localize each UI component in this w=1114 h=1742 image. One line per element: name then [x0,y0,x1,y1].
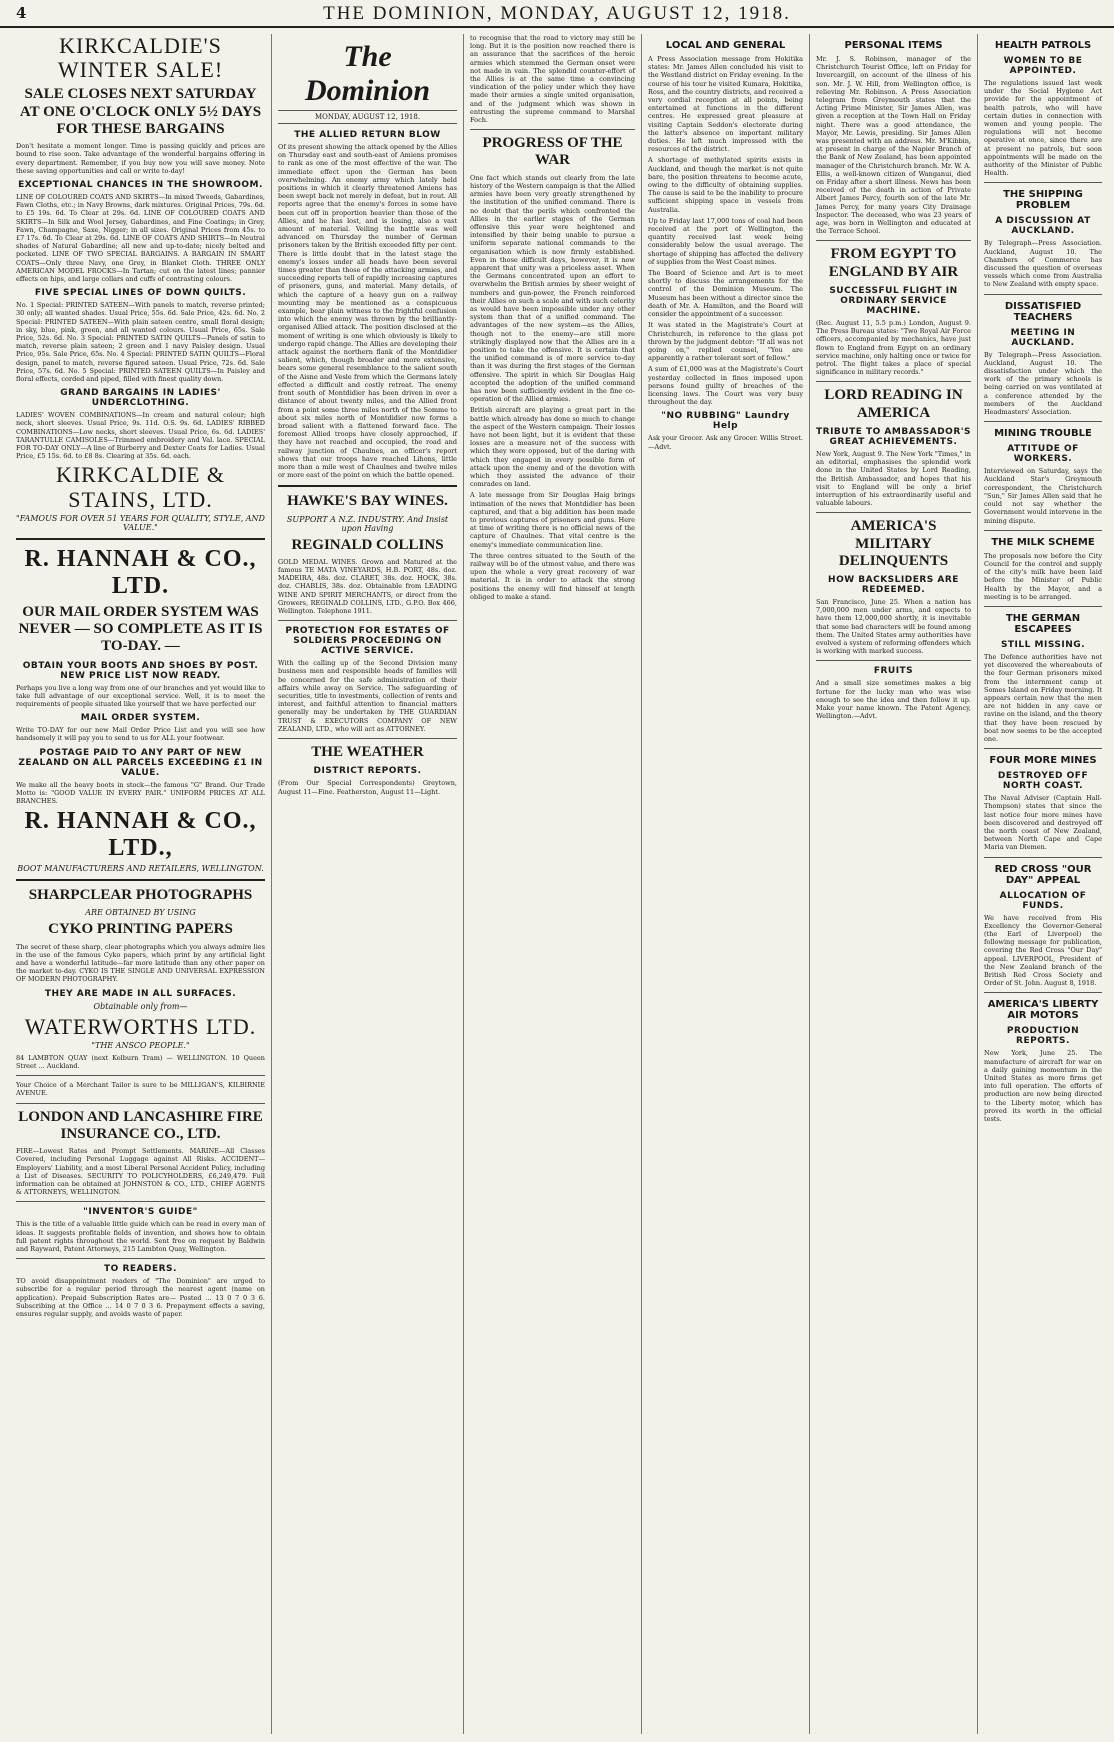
kirkcaldie-quilts-head: FIVE SPECIAL LINES OF DOWN QUILTS. [34,288,247,299]
german-escapees-head: THE GERMAN ESCAPEES [1005,612,1081,635]
hannah-ad-subhead: OUR MAIL ORDER SYSTEM WAS NEVER — SO COMPLETE AS IT IS TO-DAY. — [18,603,263,655]
hannah-location: BOOT MANUFACTURERS AND RETAILERS, WELLINGTON. [17,864,264,874]
health-patrols-head: HEALTH PATROLS [994,40,1092,51]
cyko-surfaces: THEY ARE MADE IN ALL SURFACES. [44,988,237,999]
wine-ad-head: HAWKE'S BAY WINES. [287,493,448,510]
kirkcaldie-showroom-head: EXCEPTIONAL CHANCES IN THE SHOWROOM. [18,179,263,190]
military-delinquents-head: AMERICA'S MILITARY DELINQUENTS [838,518,949,569]
page-number: 4 [16,4,27,22]
teachers-head: DISSATISFIED TEACHERS [1004,300,1082,323]
lord-reading-head: LORD READING IN AMERICA [824,387,963,421]
wine-ad-body: GOLD MEDAL WINES. Grown and Matured at the famous TE MATA VINEYARDS, H.B. PORT, 48s. doz. MADEIRA, 48s. doz. CLARET, 38s. doz. HOCK, 38s. doz. CHABLIS, 38s. doz. Obtainable from LEADING WINE AND SPIRIT MERCHANTS, or direct from the Growers, REGINALD COLLINS, LTD., G.P.O. Box 466, Wellington. Telephone 1911. [278,557,457,616]
hannah-ad-headline: R. HANNAH & CO., LTD. [24,545,257,599]
health-patrols-body: The regulations issued last week under the Social Hygiene Act provide for the appointment of health patrols, who will have certain duties in connection with women and young people. The regulations will not become operative at once, since there are at present no patrols, but soon appointments will be made on the authority of the Minister of Public Health. [984,79,1102,178]
to-readers-body: TO avoid disappointment readers of "The Dominion" are urged to subscribe for a regular period through the nearest agent (name on application). Prepaid Subscription Rates are— Posted ... 13 0 7 0 3 6. Subscribing at the Office ... 14 0 7 0 3 6. Prepayment effects a saving, ensures regular supply, and avoids waste of paper. [16,1277,265,1319]
newspaper-header: THE DOMINION, MONDAY, AUGUST 12, 1918. [323,3,791,24]
rule [16,1201,265,1202]
column-5 [810,34,978,1734]
weather-body: (From Our Special Correspondents) Greytown, August 11—Fine. Featherston, August 11—Light. [278,779,457,796]
to-readers-head: TO READERS. [104,1264,177,1275]
cyko-brand: CYKO PRINTING PAPERS [48,921,233,938]
local-item-6: A sum of £1,000 was at the Magistrate's Court yesterday collected in fines imposed upon persons found guilty of breaches of the licensing laws. The Court was very busy throughout the day. [648,365,803,407]
estates-ad-body: With the calling up of the Second Division many business men and responsible heads of families will be concerned for the safe administration of their affairs while away on Service. The safeguarding of securities, title to investments, collection of rents and interest, and faithful attention to financial matters generally may be undertaken by THE GUARDIAN TRUST & EXECUTORS COMPANY OF NEW ZEALAND, LTD., who will act as ATTORNEY. [278,659,457,733]
weather-head: THE WEATHER [311,744,424,761]
military-delinquents-body: San Francisco, June 25. When a nation has 7,000,000 men under arms, and expects to have them 12,000,000 shortly, it is inevitable that some bad characters will be found among them. The United States army authorities have evolved a system of reforming offenders which is working with marked success. [816,598,971,656]
mining-trouble-sub: ATTITUDE OF WORKERS. [1007,444,1079,465]
rule [984,857,1102,858]
mining-trouble-body: Interviewed on Saturday, says the Auckland Star's Greymouth correspondent, the Christchurch "Sun," Sir James Allen said that he could not say whether the Government would intervene in the mining dispute. [984,467,1102,525]
milk-scheme-head: THE MILK SCHEME [991,536,1095,548]
insurance-body: FIRE—Lowest Rates and Prompt Settlements. MARINE—All Classes Covered, including Personal Luggage against All Risks. ACCIDENT—Employers' Liability, and a most Liberal Personal Accident Policy, including a List of Diseases. SECURITY TO POLICYHOLDERS, £6,249,479. Full information can be obtained at JOHNSTON & CO., LTD., CHIEF AGENTS & ATTORNEYS, WELLINGTON. [16,1147,265,1197]
egypt-flight-sub: SUCCESSFUL FLIGHT IN ORDINARY SERVICE MACHINE. [829,285,958,316]
hannah-body: Perhaps you live a long way from one of our branches and yet would like to take full advantage of our exceptional service. Well, it is to meet the requirements of people situated like yourself that we have perfected our [16,683,265,708]
milligan-ad: Your Choice of a Merchant Tailor is sure to be MILLIGAN'S, KILBIRNIE AVENUE. [16,1081,265,1098]
military-delinquents-sub: HOW BACKSLIDERS ARE REDEEMED. [828,575,959,596]
local-item-2: A shortage of methylated spirits exists in Auckland, and though the market is not quite bare, the position threatens to become acute, owing to the difficulty of obtaining supplies. The cause is said to be the inability to procure sufficient shipping space in vessels from Australia. [648,156,803,214]
fruits-head: FRUITS [873,666,914,677]
red-cross-body: We have received from His Excellency the Governor-General (the Earl of Liverpool) the following message for publication, covering the Red Cross "Our Day" appeal. LIVERPOOL, President of the New Zealand branch of the British Red Cross Society and Order of St. John. August 8, 1918. [984,913,1102,988]
lord-reading-sub: TRIBUTE TO AMBASSADOR'S GREAT ACHIEVEMENTS. [816,426,971,447]
kirkcaldie-under-head: GRAND BARGAINS IN LADIES' UNDERCLOTHING. [60,388,221,409]
kirkcaldie-intro: Don't hesitate a moment longer. Time is passing quickly and prices are bound to rise soon. Take advantage of the wonderful bargains offering in every department. Remember, if you buy now you will save money. Note these saving opportunities and call or write to-day! [16,142,265,175]
rule [16,879,265,881]
four-mines-sub: DESTROYED OFF NORTH COAST. [997,771,1089,792]
rule [984,294,1102,295]
local-item-4: The Board of Science and Art is to meet shortly to discuss the arrangements for the control of the Dominion Museum. The Museum has been without a director since the death of Mr. A. Hamilton, and the Board will consider the appointment of a successor. [648,269,803,319]
cyko-obtainable: Obtainable only from— [93,1001,188,1011]
lord-reading-body: New York, August 9. The New York "Times," in an editorial, emphasises the splendid work done in the United States by Lord Reading, the British Ambassador, and hopes that his visit to England will be only a brief interruption of his extraordinarily useful and valuable labours. [816,449,971,508]
personal-items-body: Mr. J. S. Robinson, manager of the Christchurch Tourist Office, left on Friday for Invercargill, on account of the illness of his son. Mr. J. W. Hill, from Wellington office, is relieving Mr. Robinson. A Press Association telegram from Greymouth states that the Acting Prime Minister, Sir James Allen, was given a reception at the Town Hall on Friday night. There was a good attendance, the Mayor, Mr. Lewis, presiding. Sir James Allen was presented with an address. Mr. M'Kibbin, at present in charge of the Napier Branch of the Bank of New Zealand, has been appointed manager of the Christchurch branch. Mr. W. A. Ellis, a well-known citizen of Wanganui, died on Friday after a short illness. News has been received of the death in action of Private Albert James Percy, fourth son of the late Mr. James Percy, for many years City Drainage Inspector. The deceased, who was 23 years of age, was born in Wellington and educated at the Terrace School. [816,55,971,236]
local-item-1: A Press Association message from Hokitika states: Mr. James Allen concluded his visit to the Westland district on Friday evening. In the course of his tour he visited Kumara, Hokitika, Ross, and the country districts, and received a very cordial reception at all points, being entertained at functions in the different centres. He expressed great pleasure at visiting Captain Seddon's electorate during the latter's absence on important military duties. He left much impressed with the resources of the district. [648,55,803,154]
sharpclear-sub: ARE OBTAINED BY USING [85,908,196,918]
progress-of-war-body: One fact which stands out clearly from the late history of the Western campaign is that the Allied armies have been very greatly strengthened by the institution of the unified command. There is no doubt that the perils which confronted the Allies in the earlier stages of the German offensive this year were heightened and intensified by their being unable to pursue a uniform separate national commands to the organisation which is now firmly established. Even in those difficult days, however, it is now apparent that unity was a priceless asset. When the Germans concentrated upon an effort to overwhelm the British armies by sheer weight of numbers and gun-power, the French reinforced their Allies on such a scale and with such celerity as would have been impossible under any other system than that of a unified command. The advantages of the new system—as the Allies, though not to the enemy—are still more strikingly displayed now that the Allies are in a position to take the offensive. It is certain that the unified command is of more service to-day than it was during the first stages of the German offensive. The spirit in which Sir Douglas Haig accepted the adoption of the unified command has now been sufficiently evident in the fine co-operation of the Allied armies. [470,173,635,404]
wine-ad-brand: REGINALD COLLINS [291,536,444,553]
rule [816,660,971,661]
laundry-ad-body: Ask your Grocer. Ask any Grocer. Willis Street.—Advt. [648,434,803,451]
kirkcaldie-ad-subhead: SALE CLOSES NEXT SATURDAY AT ONE O'CLOCK ONLY 5½ DAYS FOR THESE BARGAINS [19,86,262,137]
inventors-guide-head: "INVENTOR'S GUIDE" [83,1207,198,1218]
column-3 [464,34,642,1734]
lead-article-continued: to recognise that the road to victory may still be long. But it is the position now reached there is an assurance that the sacrifices of the heroic armies which stemmed the German onset were not made in vain. The splendid counter-effort of the Allies is at the same time a convincing vindication of the policy under which they have made their armies a single united organisation, and of the judgment which was shown in entrusting the supreme command to Marshal Foch. [470,34,635,125]
hannah-postage: POSTAGE PAID TO ANY PART OF NEW ZEALAND ON ALL PARCELS EXCEEDING £1 IN VALUE. [18,747,263,778]
rule [984,530,1102,531]
lead-article-body: Of its present showing the attack opened by the Allies on Thursday east and south-east of Amiens promises to rank as one of the most effective of the war. The immediate effect upon the German has been overwhelming. An enemy army which lately held positions in which it clearly threatened Amiens has been swept back not merely in defeat, but in rout. All reports agree that the enemy's forces in some have been cut off in proportion heavier than those of the Allies, and he has lost, and is losing, also a vast amount of material. Veiling the battle was well advanced on Thursday the number of German prisoners taken by the British exceeded fifty per cent. There is little doubt that in the latest stage the enemy's losses under all heads have been several times greater than those of the attacking armies, and succeeding reports tell of rapidly increasing captures of prisoners, guns, and material. Many details, of which the capture of a heavy gun on a railway mounting may be mentioned as a conspicuous example, bear plain witness to the frightful confusion into which the enemy was thrown by the brilliantly-organised Allied attack. The position disclosed at the moment of writing is one which obviously is likely to undergo rapid change. The Allies are developing their attack against the northern flank of the Montdidier salient, which, though broader and more extensive, bears some general resemblance to the salient south of the Aisne and Vesle from which the Germans lately effected a difficult and costly retreat. The enemy front south of Montdidier has been driven in over a distance of about twenty miles, and the Allied front from a point some three miles north of the Somme to about six miles north of Montdidier now forms a broad salient with a flattened forward face. The foremost Allied troops have closely approached, if they have not reached and occupied, the road and railway junction of Chaulnes, an officer's report shows that our troops have reached Lihons, little more than a mile west of Chaulnes and twelve miles or more east of the point on which the battle opened. [278,143,457,480]
column-6 [978,34,1108,1734]
waterworths-address: 84 LAMBTON QUAY (next Kelburn Tram) — WELLINGTON. 10 Queen Street ... Auckland. [16,1053,265,1071]
four-mines-body: The Naval Adviser (Captain Hall-Thompson) states that since the last notice four more mines have been discovered and destroyed off the north coast of New Zealand, between North Cape and Cape Maria van Diemen. [984,794,1102,852]
hannah-obtain: OBTAIN YOUR BOOTS AND SHOES BY POST. NEW PRICE LIST NOW READY. [22,660,259,681]
column-4 [642,34,810,1734]
kirkcaldie-ad-headline: KIRKCALDIE'S WINTER SALE! [57,34,224,83]
hannah-body-3: We make all the heavy boots in stock—the famous "G" Brand. Our Trade Motto is: "GOOD VALUE IN EVERY PAIR." UNIFORM PRICES AT ALL BRANCHES. [16,780,265,805]
column-1 [10,34,272,1734]
column-2 [272,34,464,1734]
lead-article-head: THE ALLIED RETURN BLOW [294,130,441,140]
local-general-head: LOCAL AND GENERAL [665,40,786,51]
german-escapees-sub: STILL MISSING. [1000,639,1086,650]
insurance-headline: LONDON AND LANCASHIRE FIRE INSURANCE CO., LTD. [18,1108,263,1142]
kirkcaldie-tagline: "FAMOUS FOR OVER 51 YEARS FOR QUALITY, STYLE, AND VALUE." [16,513,265,532]
war-closing-body: The three centres situated to the South of the railway will be of the utmost value, and there was upon the whole a very great recovery of war material. It is in order to attack the strong positions the enemy will find himself at length obliged to make a stand. [470,551,635,601]
wine-ad-sub: SUPPORT A N.Z. INDUSTRY. And Insist upon Having [286,514,449,533]
paper-name: The Dominion [304,40,431,107]
mining-trouble-head: MINING TROUBLE [994,428,1092,440]
weather-sub: DISTRICT REPORTS. [313,766,422,777]
liberty-motors-sub: PRODUCTION REPORTS. [1006,1026,1080,1047]
rule [470,129,635,130]
german-escapees-body: The Defence authorities have not yet discovered the whereabouts of the four German prisoners mixed from the internment camp at Somes Island on Friday morning. It appears certain now that the men are not hidden in any cave or ravine on the island, and the theory that they have been rescued by boat now seems to be the accepted one. [984,652,1102,743]
personal-items-head: PERSONAL ITEMS [844,40,943,51]
laundry-ad-head: "NO RUBBING" Laundry Help [661,411,790,432]
cyko-body: The secret of these sharp, clear photographs which you always admire lies in the use of the famous Cyko papers, which print by any artificial light and have a wonderful latitude—far more latitude than any other paper on the market to-day. CYKO IS THE SINGLE AND UNIVERSAL EXPRESSION OF MODERN PHOTOGRAPHY. [16,942,265,984]
inventors-guide-body: This is the title of a valuable little guide which can be read in every man of ideas. It suggests profitable fields of invention, and shows how to obtain full patent rights throughout the world. Sent free on request by Baldwin and Rayward, Patent Attorneys, 215 Lambton Quay, Wellington. [16,1220,265,1254]
rule [984,182,1102,183]
kirkcaldie-quilts: No. 1 Special: PRINTED SATEEN—With panels to match, reverse printed; 30 only; all wanted shades. Usual Price, 55s. 6d. Sale Price, 42s. 6d. No. 2 Special: PRINTED SATEEN—With plain sateen centre, small floral design; in sky, blue, pink, green, and all wanted colours. Usual Price, 65s. Sale Price, 52s. 6d. No. 3 Special: PRINTED SATIN QUILTS—Panels of satin to match, reverse plain sateen; 2 green and 1 navy Paisley design. Usual Price, 95s. Sale Price, 65s. No. 4 Special: PRINTED SATIN QUILTS—Floral design, panel to match, reverse figured sateen. Usual Price, 72s. 6d. Sale Price, 57s. 6d. No. 5 Special: PRINTED SATEEN QUILTS—In Paisley and floral effects, corded and piped, filled with finest quality down. [16,301,265,383]
rule [278,620,457,621]
sharpclear-headline: SHARPCLEAR PHOTOGRAPHS [28,887,253,904]
progress-of-war-head: PROGRESS OF THE WAR [482,135,623,169]
egypt-flight-body: (Rec. August 11, 5.5 p.m.) London, August 9. The Press Bureau states: "Two Royal Air Force officers, accompanied by mechanics, have just flown to England from Egypt on an ordinary service machine, only halting once or twice for petrol. The flight takes a place of special significance in military records." [816,318,971,377]
rule [816,381,971,382]
late-message-body: A late message from Sir Douglas Haig brings intimation of the news that Montdidier has been captured, and that a big addition has been made to previous captures of prisoners and guns. Here at time of writing there is no official news of the capture of Chaulnes. That vital centre is the enemy's immediate communication line. [470,491,635,549]
issue-date: MONDAY, AUGUST 12, 1918. [278,110,457,124]
hannah-brand: R. HANNAH & CO., LTD., [24,808,257,862]
shipping-problem-sub: A DISCUSSION AT AUCKLAND. [995,216,1091,237]
liberty-motors-body: New York, June 25. The manufacture of aircraft for war on a daily gaining momentum in the United States as more firms get into full operation. The efforts of production are now being directed to the Liberty motor, which has proved its worth in the official tests. [984,1049,1102,1124]
rule [984,421,1102,422]
egypt-flight-head: FROM EGYPT TO ENGLAND BY AIR [828,246,959,280]
kirkcaldie-under-body: LADIES' WOVEN COMBINATIONS—In cream and natural colour; high neck, short sleeves. Usual Price, 9s. 11d. O.S. 9s. 6d. LADIES' RIBBED COMBINATIONS—Low necks, short sleeves. Usual Price, 6s. 6d. LADIES' TARANTULLE CAMISOLES—Trimmed embroidery and Val. lace. SPECIAL FOR TO-DAY ONLY—A line of Burberry and Dexter Coats for Ladies. Usual Price, £5 15s. 6d. to £8 8s. Clearing at 35s. 6d. each. [16,411,265,461]
kirkcaldie-brand: KIRKCALDIE & STAINS, LTD. [55,462,226,512]
rule [16,1258,265,1259]
british-aircraft-body: British aircraft are playing a great part in the battle which already has done so much to change the aspect of the Western campaign. Their losses have not been light, but it is evident that these losses are a measure not of the success with which they were opposed, but of the daring with which they engaged in every possible form of attack upon the enemy and of the devotion with which they assisted the advance of their comrades on land. [470,406,635,489]
local-item-3: Up to Friday last 17,000 tons of coal had been received at the port of Wellington, the quantity received last week being considerably below the usual average. The shortage of shipping has affected the delivery of supplies from the West Coast mines. [648,216,803,266]
rule [16,538,265,540]
rule [278,485,457,487]
rule [984,992,1102,993]
waterworths-brand: WATERWORTHS LTD. [24,1013,257,1039]
fruits-body: And a small size sometimes makes a big fortune for the lucky man who was wise enough to see the idea and then follow it up. Make your name known. The Patent Agency, Wellington.—Advt. [816,679,971,721]
red-cross-sub: ALLOCATION OF FUNDS. [999,890,1087,911]
rule [984,748,1102,749]
red-cross-head: RED CROSS "OUR DAY" APPEAL [994,863,1092,886]
teachers-sub: MEETING IN AUCKLAND. [1010,327,1076,348]
teachers-body: By Telegraph—Press Association. Auckland, August 10. The dissatisfaction under which the work of the primary schools is being carried on was ventilated at a conference attended by the members of the Auckland Headmasters' Association. [984,350,1102,417]
waterworths-sub: "THE ANSCO PEOPLE." [91,1040,190,1050]
hannah-body-2: Write TO-DAY for our new Mail Order Price List and you will see how handsomely it will pay you to send to us for ALL your footwear. [16,726,265,743]
masthead [0,0,1114,28]
four-mines-head: FOUR MORE MINES [989,755,1097,767]
rule [816,512,971,513]
rule [984,606,1102,607]
hannah-mail-head: MAIL ORDER SYSTEM. [80,713,201,724]
estates-ad-head: PROTECTION FOR ESTATES OF SOLDIERS PROCEEDING ON ACTIVE SERVICE. [285,626,450,657]
shipping-problem-body: By Telegraph—Press Association. Auckland, August 10. The Chambers of Commerce has discussed the question of overseas vessels which come from Australia to New Zealand with empty space. [984,239,1102,289]
rule [16,1075,265,1076]
rule [16,1103,265,1104]
rule [278,738,457,739]
rule [816,240,971,241]
kirkcaldie-items: LINE OF COLOURED COATS AND SKIRTS—In mixed Tweeds, Gabardines, Fawn Cloths, etc.; in Navy Browns, dark mixtures. Original Prices, 79s. 6d. to £5 19s. 6d. To Clear at 29s. 6d. LINE OF COLOURED COATS AND SKIRTS—In Silk and Wool Jersey, Gabardines, and Fine Coatings; in Grey, Fawn, Champagne, Saxe, Nigger; in all sizes. Original Prices from 45s. to £7 17s. 6d. To Clear at 29s. 6d. LINE OF COATS AND SHIRTS—In Neutral shades of Natural Gabardine; all new and up-to-date; nicely belted and pocketed. LINE OF TWO SPECIAL BARGAINS. A BARGAIN IN SMART COATS—Only three Navy, one Grey, in Blanket Cloth. THREE ONLY AMERICAN MODEL FROCKS—In Tartan; cut on the latest lines; pannier effects on hips, and large collars and cuffs of contrasting colours. [16,192,265,283]
shipping-problem-head: THE SHIPPING PROBLEM [1003,189,1083,212]
liberty-motors-head: AMERICA'S LIBERTY AIR MOTORS [987,999,1099,1022]
milk-scheme-body: The proposals now before the City Council for the control and supply of the city's milk have been laid before the Minister of Public Health by the Mayor, and a meeting is to be arranged. [984,551,1102,601]
local-item-5: It was stated in the Magistrate's Court at Christchurch, in reference to the glass pot thrown by the judgment debtor: "If all was not going on," replied counsel, "You are apparently a rather tolerant sort of fellow." [648,321,803,363]
health-patrols-sub: WOMEN TO BE APPOINTED. [1003,56,1083,76]
